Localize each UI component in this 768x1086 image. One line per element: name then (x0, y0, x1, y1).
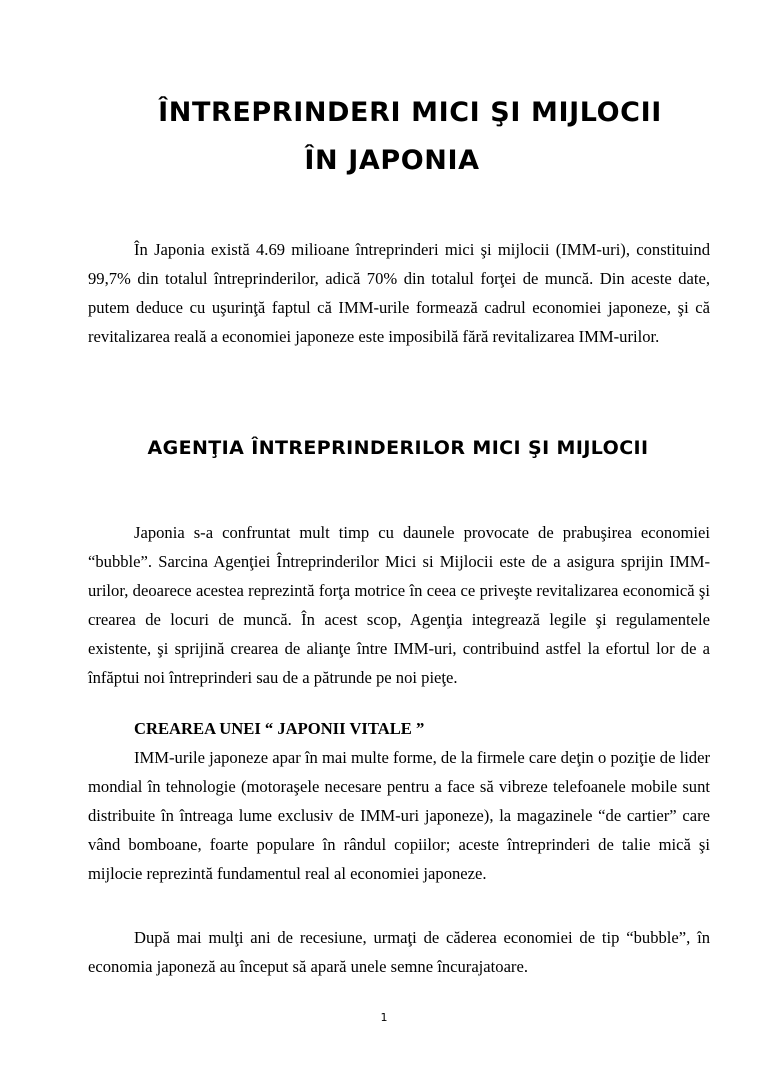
document-title-line-2: ÎN JAPONIA (304, 145, 480, 176)
paragraph-intro: În Japonia există 4.69 milioane întreprinderi mici şi mijlocii (IMM-uri), constituind 99,7% din totalul întreprinderilor, adică 70% din totalul forţei de muncă. Din aceste date, putem deduce cu uşurinţă faptul că IMM-urile formează cadrul economiei japoneze, şi că revitalizarea reală a economiei japoneze este imposibilă fără revitalizarea IMM-urilor. (88, 240, 710, 346)
paragraph-agency: Japonia s-a confruntat mult timp cu daunele provocate de prabuşirea economiei “bubble”. Sarcina Agenţiei Întreprinderilor Mici si Mijlocii este de a asigura sprijin IMM-urilor, deoarece acestea reprezintă forţa motrice în ceea ce priveşte revitalizarea economică şi crearea de locuri de muncă. În acest scop, Agenţia integrează legile şi regulamentele existente, şi sprijină crearea de alianţe între IMM-uri, contribuind astfel la efortul lor de a înfăptui noi întreprinderi sau de a pătrunde pe noi pieţe. (88, 523, 710, 687)
section-heading-agency: AGENŢIA ÎNTREPRINDERILOR MICI ŞI MIJLOCII (147, 437, 649, 459)
paragraph-sme-forms: IMM-urile japoneze apar în mai multe forme, de la firmele care deţin o poziţie de lider mondial în tehnologie (motoraşele necesare pentru a face să vibreze telefoanele mobile sunt distribuite în întreaga lume exclusiv de IMM-uri japoneze), la magazinele “de cartier” care vând bomboane, foarte populare în rândul copiilor; aceste întreprinderi de talie mică şi mijlocie reprezintă fundamentul real al economiei japoneze. (88, 748, 710, 883)
page-number: 1 (380, 1011, 388, 1024)
document-title-line-1: ÎNTREPRINDERI MICI ŞI MIJLOCII (158, 97, 662, 128)
paragraph-recession: După mai mulţi ani de recesiune, urmaţi de căderea economiei de tip “bubble”, în economia japoneză au început să apară unele semne încurajatoare. (88, 928, 710, 976)
subsection-heading-vital-japan: CREAREA UNEI “ JAPONII VITALE ” (134, 719, 425, 738)
